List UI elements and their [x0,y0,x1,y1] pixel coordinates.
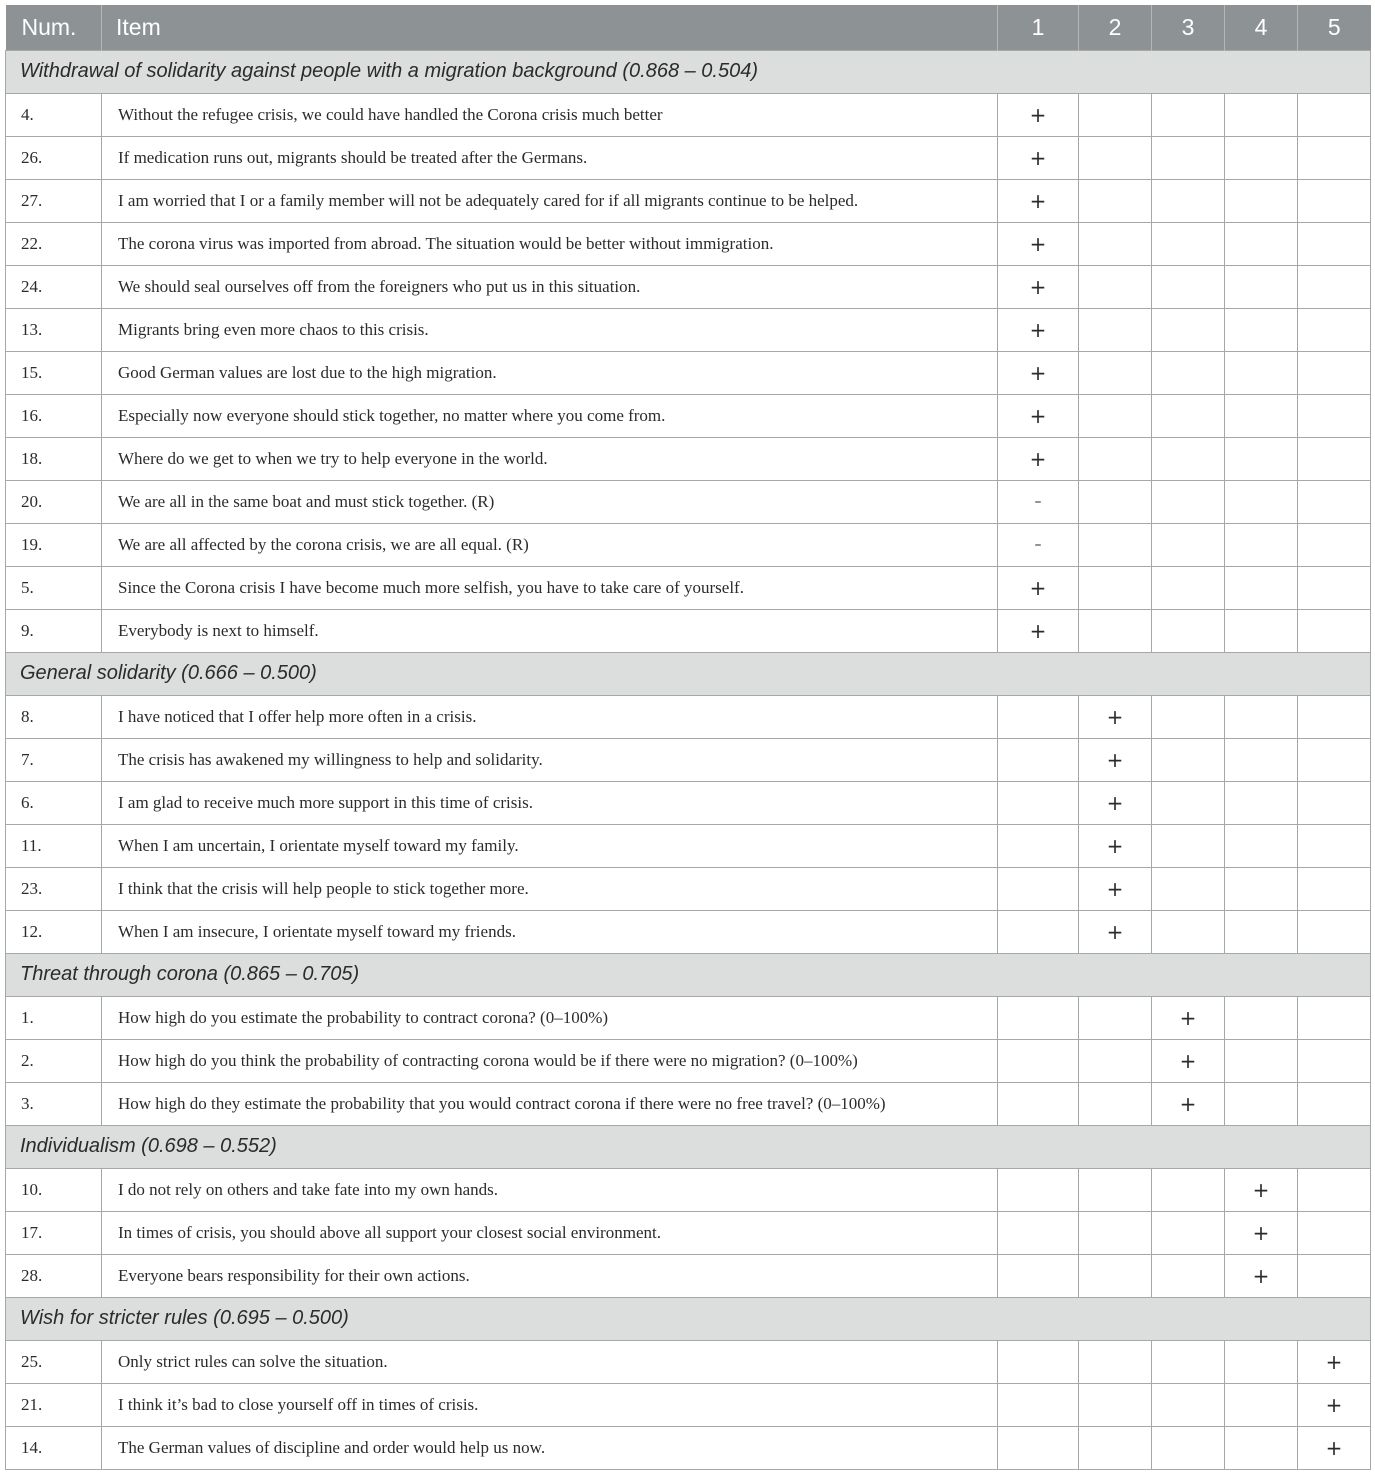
loading-cell-factor-2 [1079,351,1152,394]
loading-cell-factor-3 [1152,308,1225,351]
loading-cell-factor-2 [1079,1168,1152,1211]
loading-cell-factor-1 [998,781,1079,824]
item-text: Without the refugee crisis, we could have handled the Corona crisis much better [102,93,998,136]
group-title: Individualism (0.698 – 0.552) [6,1125,1371,1168]
loading-cell-factor-4 [1225,222,1298,265]
loading-cell-factor-2 [1079,480,1152,523]
table-row [6,308,1371,351]
item-text: When I am insecure, I orientate myself toward my friends. [102,910,998,953]
table-row [6,566,1371,609]
item-number: 8. [6,695,102,738]
item-text: I think it’s bad to close yourself off in times of crisis. [102,1383,998,1426]
loading-cell-factor-5 [1298,566,1371,609]
loading-cell-factor-2 [1079,1340,1152,1383]
loading-cell-factor-1 [998,1211,1079,1254]
header-factor-3: 3 [1152,5,1225,50]
loading-cell-factor-5: + [1298,1426,1371,1469]
item-text: The crisis has awakened my willingness to help and solidarity. [102,738,998,781]
loading-cell-factor-5 [1298,738,1371,781]
table-row [6,1211,1371,1254]
header-item: Item [102,5,998,50]
loading-cell-factor-4: + [1225,1168,1298,1211]
loading-cell-factor-3 [1152,566,1225,609]
loading-cell-factor-3 [1152,480,1225,523]
loading-cell-factor-5 [1298,824,1371,867]
loading-cell-factor-4 [1225,179,1298,222]
loading-cell-factor-2: + [1079,824,1152,867]
loading-cell-factor-2 [1079,523,1152,566]
loading-cell-factor-3 [1152,351,1225,394]
item-number: 3. [6,1082,102,1125]
loading-cell-factor-1 [998,695,1079,738]
loading-cell-factor-3 [1152,523,1225,566]
table-row [6,824,1371,867]
loading-cell-factor-5 [1298,781,1371,824]
loading-cell-factor-2 [1079,1426,1152,1469]
loading-cell-factor-4 [1225,265,1298,308]
table-row [6,523,1371,566]
loading-cell-factor-3 [1152,437,1225,480]
loading-cell-factor-5: + [1298,1340,1371,1383]
loading-cell-factor-1: + [998,265,1079,308]
loading-cell-factor-1 [998,1039,1079,1082]
loading-cell-factor-1: + [998,566,1079,609]
loading-cell-factor-4 [1225,1082,1298,1125]
table-row [6,136,1371,179]
item-number: 27. [6,179,102,222]
loading-cell-factor-4 [1225,93,1298,136]
loading-cell-factor-5 [1298,1168,1371,1211]
loading-cell-factor-4 [1225,394,1298,437]
table-row [6,1340,1371,1383]
loading-cell-factor-3 [1152,1168,1225,1211]
loading-cell-factor-1: + [998,437,1079,480]
loading-cell-factor-3 [1152,265,1225,308]
table-header-row [6,5,1371,50]
loading-cell-factor-5 [1298,910,1371,953]
loading-cell-factor-2 [1079,394,1152,437]
loading-cell-factor-4 [1225,1383,1298,1426]
loading-cell-factor-1: + [998,394,1079,437]
item-number: 5. [6,566,102,609]
loading-cell-factor-1 [998,1426,1079,1469]
loading-cell-factor-2 [1079,222,1152,265]
header-factor-5: 5 [1298,5,1371,50]
loading-cell-factor-2 [1079,1211,1152,1254]
item-number: 26. [6,136,102,179]
loading-cell-factor-5 [1298,351,1371,394]
item-number: 11. [6,824,102,867]
table-row [6,1168,1371,1211]
loading-cell-factor-5 [1298,222,1371,265]
loading-cell-factor-5 [1298,93,1371,136]
loading-cell-factor-2 [1079,1039,1152,1082]
item-text: If medication runs out, migrants should be treated after the Germans. [102,136,998,179]
loading-cell-factor-2 [1079,1254,1152,1297]
loading-cell-factor-3 [1152,824,1225,867]
header-factor-1: 1 [998,5,1079,50]
table-row [6,394,1371,437]
item-text: When I am uncertain, I orientate myself toward my family. [102,824,998,867]
loading-cell-factor-1 [998,910,1079,953]
loading-cell-factor-2 [1079,996,1152,1039]
loading-cell-factor-1: + [998,609,1079,652]
table-row [6,910,1371,953]
item-text: I am worried that I or a family member will not be adequately cared for if all migrants continue to be helped. [102,179,998,222]
loading-cell-factor-5 [1298,136,1371,179]
loading-cell-factor-5 [1298,1082,1371,1125]
loading-cell-factor-4: + [1225,1211,1298,1254]
loading-cell-factor-3 [1152,1254,1225,1297]
loading-cell-factor-3 [1152,222,1225,265]
table-row [6,222,1371,265]
group-title: Wish for stricter rules (0.695 – 0.500) [6,1297,1371,1340]
item-text: We should seal ourselves off from the foreigners who put us in this situation. [102,265,998,308]
loading-cell-factor-2 [1079,308,1152,351]
loading-cell-factor-3 [1152,910,1225,953]
loading-cell-factor-4 [1225,609,1298,652]
loading-cell-factor-1 [998,1383,1079,1426]
table-row [6,179,1371,222]
loading-cell-factor-3 [1152,1426,1225,1469]
loading-cell-factor-4 [1225,867,1298,910]
loading-cell-factor-5 [1298,867,1371,910]
loading-cell-factor-1: – [998,480,1079,523]
loading-cell-factor-4 [1225,738,1298,781]
header-num: Num. [21,13,77,40]
loading-cell-factor-4 [1225,824,1298,867]
item-number: 4. [6,93,102,136]
item-text: I have noticed that I offer help more often in a crisis. [102,695,998,738]
table-body [6,50,1371,1469]
loading-cell-factor-5 [1298,265,1371,308]
loading-cell-factor-5 [1298,1254,1371,1297]
loading-cell-factor-1 [998,1082,1079,1125]
loading-cell-factor-2 [1079,566,1152,609]
item-number: 7. [6,738,102,781]
loading-cell-factor-5 [1298,609,1371,652]
loading-cell-factor-2: + [1079,738,1152,781]
item-number: 16. [6,394,102,437]
item-number: 17. [6,1211,102,1254]
item-text: Since the Corona crisis I have become much more selfish, you have to take care of yourself. [102,566,998,609]
table-row [6,695,1371,738]
loading-cell-factor-2 [1079,1383,1152,1426]
table-row [6,781,1371,824]
item-text: Everyone bears responsibility for their own actions. [102,1254,998,1297]
loading-cell-factor-5: + [1298,1383,1371,1426]
loading-cell-factor-3 [1152,781,1225,824]
item-number: 23. [6,867,102,910]
table-row [6,351,1371,394]
loading-cell-factor-2 [1079,437,1152,480]
table-row [6,609,1371,652]
item-number: 15. [6,351,102,394]
item-text: I think that the crisis will help people to stick together more. [102,867,998,910]
item-number: 18. [6,437,102,480]
table-row [6,738,1371,781]
loading-cell-factor-4 [1225,1426,1298,1469]
table-row [6,867,1371,910]
loading-cell-factor-3 [1152,695,1225,738]
group-header-row [6,50,1371,93]
loading-cell-factor-5 [1298,1211,1371,1254]
header-factor-2: 2 [1079,5,1152,50]
item-text: How high do they estimate the probability that you would contract corona if there were no free travel? (0–100%) [102,1082,998,1125]
item-number: 28. [6,1254,102,1297]
loading-cell-factor-4 [1225,781,1298,824]
loading-cell-factor-3: + [1152,996,1225,1039]
loading-cell-factor-1 [998,1340,1079,1383]
loading-cell-factor-1 [998,867,1079,910]
table-row [6,480,1371,523]
item-number: 6. [6,781,102,824]
loading-cell-factor-4 [1225,308,1298,351]
table-row [6,1426,1371,1469]
item-number: 14. [6,1426,102,1469]
loading-cell-factor-5 [1298,523,1371,566]
loading-cell-factor-1: + [998,136,1079,179]
loading-cell-factor-1 [998,738,1079,781]
loading-cell-factor-3 [1152,1340,1225,1383]
loading-cell-factor-3 [1152,1211,1225,1254]
loading-cell-factor-4 [1225,695,1298,738]
item-number: 12. [6,910,102,953]
loading-cell-factor-4 [1225,480,1298,523]
table-row [6,1383,1371,1426]
loading-cell-factor-3 [1152,136,1225,179]
loading-cell-factor-4 [1225,523,1298,566]
loading-cell-factor-3: + [1152,1082,1225,1125]
table-row [6,93,1371,136]
item-number: 20. [6,480,102,523]
item-text: Only strict rules can solve the situation. [102,1340,998,1383]
item-text: Good German values are lost due to the high migration. [102,351,998,394]
item-text: The German values of discipline and order would help us now. [102,1426,998,1469]
loading-cell-factor-1: + [998,308,1079,351]
loading-cell-factor-2: + [1079,867,1152,910]
loading-cell-factor-4 [1225,1340,1298,1383]
loading-cell-factor-4: + [1225,1254,1298,1297]
item-number: 25. [6,1340,102,1383]
item-text: How high do you estimate the probability to contract corona? (0–100%) [102,996,998,1039]
table-row [6,1082,1371,1125]
loading-cell-factor-3 [1152,609,1225,652]
loading-cell-factor-1: – [998,523,1079,566]
table-row [6,437,1371,480]
group-header-row [6,953,1371,996]
loading-cell-factor-5 [1298,996,1371,1039]
item-text: Where do we get to when we try to help everyone in the world. [102,437,998,480]
item-text: How high do you think the probability of contracting corona would be if there were no migration? (0–100%) [102,1039,998,1082]
item-text: Especially now everyone should stick together, no matter where you come from. [102,394,998,437]
loading-cell-factor-5 [1298,308,1371,351]
item-number: 19. [6,523,102,566]
item-number: 24. [6,265,102,308]
loading-cell-factor-2: + [1079,781,1152,824]
loading-cell-factor-5 [1298,480,1371,523]
item-text: I am glad to receive much more support in this time of crisis. [102,781,998,824]
item-number: 10. [6,1168,102,1211]
loading-cell-factor-5 [1298,437,1371,480]
loading-cell-factor-1 [998,1168,1079,1211]
loading-cell-factor-1: + [998,222,1079,265]
loading-cell-factor-3: + [1152,1039,1225,1082]
item-text: Everybody is next to himself. [102,609,998,652]
item-number: 1. [6,996,102,1039]
loading-cell-factor-2 [1079,179,1152,222]
group-title: Threat through corona (0.865 – 0.705) [6,953,1371,996]
item-number: 9. [6,609,102,652]
loading-cell-factor-1 [998,1254,1079,1297]
loading-cell-factor-3 [1152,179,1225,222]
loading-cell-factor-1 [998,824,1079,867]
loading-cell-factor-2 [1079,265,1152,308]
group-title: Withdrawal of solidarity against people with a migration background (0.868 – 0.504) [6,50,1371,93]
loading-cell-factor-4 [1225,136,1298,179]
loading-cell-factor-4 [1225,996,1298,1039]
loading-cell-factor-1: + [998,351,1079,394]
table-row [6,1254,1371,1297]
loading-cell-factor-2 [1079,1082,1152,1125]
item-number: 13. [6,308,102,351]
item-number: 21. [6,1383,102,1426]
group-header-row [6,652,1371,695]
item-text: In times of crisis, you should above all support your closest social environment. [102,1211,998,1254]
item-text: We are all affected by the corona crisis, we are all equal. (R) [102,523,998,566]
loading-cell-factor-2 [1079,136,1152,179]
loading-cell-factor-5 [1298,179,1371,222]
loading-cell-factor-5 [1298,695,1371,738]
loading-cell-factor-3 [1152,93,1225,136]
group-header-row [6,1297,1371,1340]
item-text: We are all in the same boat and must stick together. (R) [102,480,998,523]
loading-cell-factor-3 [1152,867,1225,910]
loading-cell-factor-2 [1079,93,1152,136]
factor-loadings-table [5,5,1371,1470]
item-number: 2. [6,1039,102,1082]
item-text: The corona virus was imported from abroad. The situation would be better without immigration. [102,222,998,265]
loading-cell-factor-4 [1225,1039,1298,1082]
table-row [6,265,1371,308]
header-factor-4: 4 [1225,5,1298,50]
loading-cell-factor-1: + [998,93,1079,136]
loading-cell-factor-4 [1225,437,1298,480]
loading-cell-factor-5 [1298,394,1371,437]
loading-cell-factor-1: + [998,179,1079,222]
loading-cell-factor-5 [1298,1039,1371,1082]
loading-cell-factor-4 [1225,910,1298,953]
group-title: General solidarity (0.666 – 0.500) [6,652,1371,695]
loading-cell-factor-3 [1152,394,1225,437]
loading-cell-factor-1 [998,996,1079,1039]
loading-cell-factor-3 [1152,1383,1225,1426]
table-row [6,1039,1371,1082]
item-number: 22. [6,222,102,265]
loading-cell-factor-2: + [1079,910,1152,953]
loading-cell-factor-3 [1152,738,1225,781]
loading-cell-factor-4 [1225,566,1298,609]
loading-cell-factor-2: + [1079,695,1152,738]
item-text: I do not rely on others and take fate into my own hands. [102,1168,998,1211]
group-header-row [6,1125,1371,1168]
table-row [6,996,1371,1039]
loading-cell-factor-4 [1225,351,1298,394]
item-text: Migrants bring even more chaos to this crisis. [102,308,998,351]
loading-cell-factor-2 [1079,609,1152,652]
